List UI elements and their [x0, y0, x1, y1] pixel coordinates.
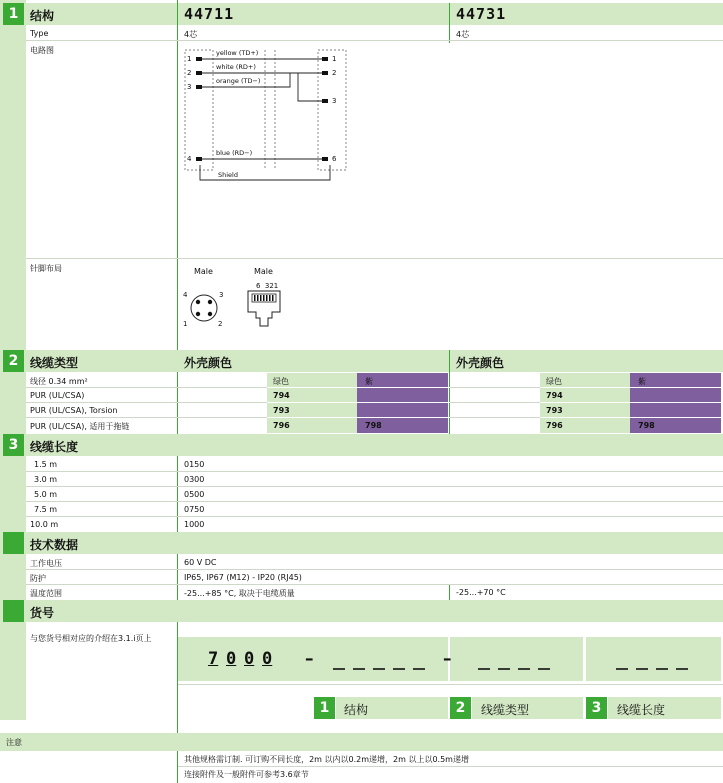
- type-a: 4芯: [184, 30, 198, 39]
- tech-0-label: 工作电压: [30, 559, 62, 568]
- section-1-title: 结构: [30, 9, 55, 23]
- legend-2-label: 线缆类型: [481, 703, 530, 717]
- tech-2-a: -25...+85 °C, 取决于电缆质量: [184, 589, 295, 598]
- order-digit-3: 0: [262, 649, 273, 669]
- s2-r0-a1: 绿色: [273, 377, 289, 386]
- legend-3-number: 3: [586, 697, 607, 719]
- len-0-label: 1.5 m: [34, 460, 58, 469]
- type-b: 4芯: [456, 30, 470, 39]
- rj45-pins: 6 321: [256, 282, 279, 290]
- order-title: 货号: [30, 606, 55, 620]
- circuit-pin-r3: 3: [332, 97, 337, 105]
- section-2-number: 2: [3, 350, 24, 372]
- order-dash-2: –: [443, 649, 452, 669]
- m12-pin-4: 4: [183, 291, 188, 299]
- pinout-diagram: [178, 264, 298, 339]
- circuit-pin-r1: 1: [332, 55, 337, 63]
- order-marker: [3, 600, 24, 622]
- section-2-title: 线缆类型: [30, 356, 79, 370]
- legend-1-number: 1: [314, 697, 335, 719]
- m12-pin-3: 3: [219, 291, 224, 299]
- notes-line-0: 其他规格需订制. 可订购不同长度，2m 以内以0.2m递增，2m 以上以0.5m递增: [184, 755, 469, 764]
- section-3-header: [0, 434, 723, 456]
- wire-orange: orange (TD−): [216, 77, 261, 85]
- s2-r3-a1: 796: [273, 421, 290, 430]
- len-3-code: 0750: [184, 505, 205, 514]
- s2-col-b: 外壳颜色: [456, 356, 505, 370]
- len-1-code: 0300: [184, 475, 205, 484]
- type-label: Type: [30, 29, 49, 38]
- circuit-pin-l2: 2: [187, 69, 192, 77]
- m12-pin-2: 2: [218, 320, 223, 328]
- circuit-pin-r2: 2: [332, 69, 337, 77]
- circuit-pin-r6: 6: [332, 155, 337, 163]
- circuit-diagram: [180, 45, 360, 185]
- s2-row1-label: PUR (UL/CSA): [30, 391, 85, 400]
- wire-yellow: yellow (TD+): [216, 49, 259, 57]
- s2-r2-a1: 793: [273, 406, 290, 415]
- order-digit-0: 7: [208, 649, 219, 669]
- s2-r0-b1: 绿色: [546, 377, 562, 386]
- m12-pin-1: 1: [183, 320, 188, 328]
- tech-header: [0, 532, 723, 554]
- wire-white: white (RD+): [216, 63, 256, 71]
- pinout-label: 针脚布局: [30, 264, 62, 273]
- wire-blue: blue (RD−): [216, 149, 253, 157]
- notes-title: 注意: [6, 738, 22, 747]
- col-b-header: 44731: [456, 5, 507, 23]
- tech-2-label: 温度范围: [30, 589, 62, 598]
- notes-line-1: 连接附件及一般附件可参考3.6章节: [184, 770, 309, 779]
- legend-1-label: 结构: [344, 703, 369, 717]
- s2-r0-b2: 紫: [638, 377, 646, 386]
- order-header: [0, 600, 723, 622]
- len-4-label: 10.0 m: [30, 520, 59, 529]
- col-divider-ab: [449, 3, 450, 43]
- len-1-label: 3.0 m: [34, 475, 58, 484]
- m12-title: Male: [194, 267, 213, 276]
- circuit-pin-l4: 4: [187, 155, 192, 163]
- len-3-label: 7.5 m: [34, 505, 58, 514]
- order-intro: 与您货号相对应的介绍在3.1.i页上: [30, 634, 152, 643]
- tech-1-a: IP65, IP67 (M12) - IP20 (RJ45): [184, 573, 302, 582]
- order-digit-2: 0: [244, 649, 255, 669]
- s2-r1-b1: 794: [546, 391, 563, 400]
- section-1-number: 1: [3, 3, 24, 25]
- len-2-label: 5.0 m: [34, 490, 58, 499]
- order-dash-1: –: [305, 649, 314, 669]
- section-2-header: [0, 350, 723, 372]
- tech-1-label: 防护: [30, 574, 46, 583]
- len-4-code: 1000: [184, 520, 205, 529]
- circuit-label: 电路图: [30, 46, 54, 55]
- s2-r3-a2: 798: [365, 421, 382, 430]
- section-3-title: 线缆长度: [30, 440, 79, 454]
- s2-r0-a2: 紫: [365, 377, 373, 386]
- tech-2-b: -25...+70 °C: [456, 588, 506, 597]
- s2-r2-b1: 793: [546, 406, 563, 415]
- len-2-code: 0500: [184, 490, 205, 499]
- tech-marker: [3, 532, 24, 554]
- s2-r1-a1: 794: [273, 391, 290, 400]
- circuit-pin-l3: 3: [187, 83, 192, 91]
- s2-col-a: 外壳颜色: [184, 356, 233, 370]
- tech-title: 技术数据: [30, 538, 79, 552]
- legend-3-label: 线缆长度: [617, 703, 666, 717]
- circuit-pin-l1: 1: [187, 55, 192, 63]
- s2-row0-label: 线径 0.34 mm²: [30, 377, 88, 386]
- s2-r3-b2: 798: [638, 421, 655, 430]
- notes-header: [0, 733, 723, 751]
- s2-r3-b1: 796: [546, 421, 563, 430]
- s2-row2-label: PUR (UL/CSA), Torsion: [30, 406, 118, 415]
- s2-row3-label: PUR (UL/CSA), 适用于拖链: [30, 422, 130, 431]
- wire-shield: Shield: [218, 171, 238, 179]
- legend-2-number: 2: [450, 697, 471, 719]
- order-blanks: [178, 637, 723, 681]
- rj45-title: Male: [254, 267, 273, 276]
- tech-0-a: 60 V DC: [184, 558, 217, 567]
- section-1-header: [0, 3, 723, 25]
- order-digit-1: 0: [226, 649, 237, 669]
- col-a-header: 44711: [184, 5, 235, 23]
- len-0-code: 0150: [184, 460, 205, 469]
- section-3-number: 3: [3, 434, 24, 456]
